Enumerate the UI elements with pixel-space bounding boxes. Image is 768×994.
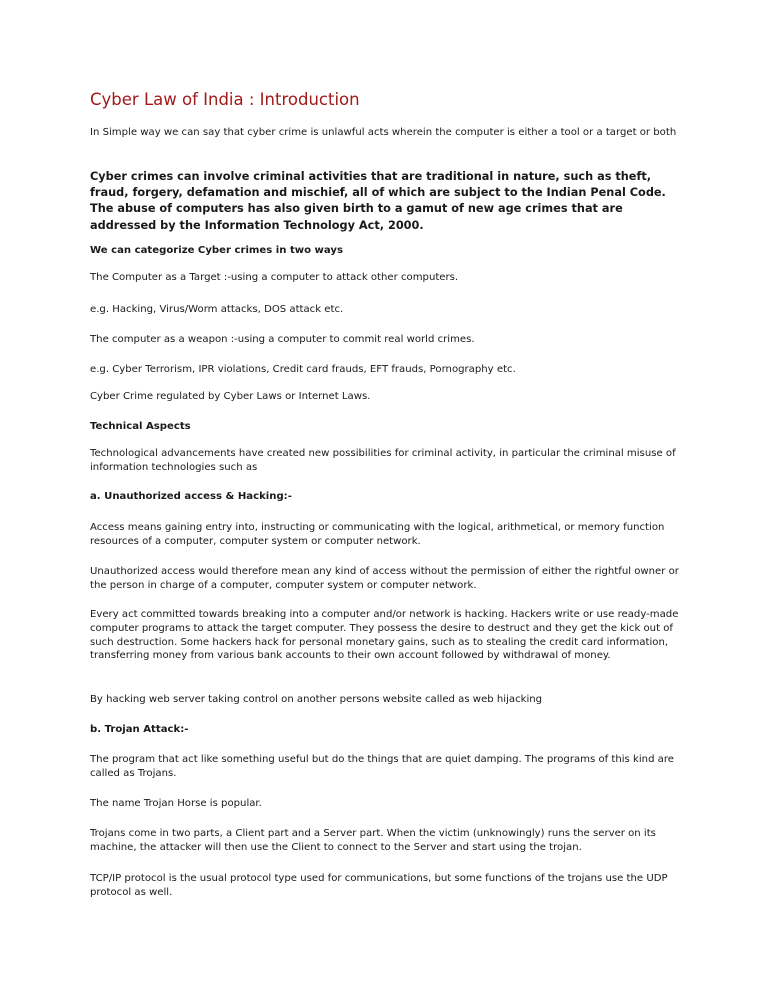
computer-as-weapon: The computer as a weapon :-using a computer to commit real world crimes.: [90, 334, 475, 345]
trojan-horse-paragraph: The name Trojan Horse is popular.: [90, 798, 262, 809]
cyber-crimes-paragraph: Cyber crimes can involve criminal activities that are traditional in nature, such as theft, fraud, forgery, defamation and mischief, all of which are subject to the Indian Penal Code. The abuse of computers has also given birth to a gamut of new age crimes that are addressed by the Information Technology Act, 2000.: [90, 170, 666, 232]
unauthorized-access-paragraph: Unauthorized access would therefore mean any kind of access without the permission of either the rightful owner or the person in charge of a computer, computer system or computer network.: [90, 566, 679, 591]
access-definition-paragraph: Access means gaining entry into, instructing or communicating with the logical, arithmetical, or memory function resources of a computer, computer system or computer network.: [90, 522, 665, 547]
intro-paragraph: In Simple way we can say that cyber crime is unlawful acts wherein the computer is either a tool or a target or both: [90, 127, 677, 138]
web-hijacking-paragraph: By hacking web server taking control on another persons website called as web hijacking: [90, 694, 543, 705]
unauthorized-access-heading: a. Unauthorized access & Hacking:-: [90, 491, 292, 502]
computer-as-target: The Computer as a Target :-using a computer to attack other computers.: [90, 272, 459, 283]
target-examples: e.g. Hacking, Virus/Worm attacks, DOS attack etc.: [90, 304, 344, 315]
page-title: Cyber Law of India : Introduction: [90, 90, 360, 109]
hacking-paragraph: Every act committed towards breaking into a computer and/or network is hacking. Hackers write or use ready-made computer programs to attack the target computer. They possess the desire to destruct and they get the kick out of such destruction. Some hackers hack for personal monetary gains, such as to stealing the credit card information, transferring money from various bank accounts to their own account followed by withdrawal of money.: [90, 609, 679, 662]
trojan-parts-paragraph: Trojans come in two parts, a Client part and a Server part. When the victim (unknowingly) runs the server on its machine, the attacker will then use the Client to connect to the Server and start using the trojan.: [90, 828, 656, 853]
trojan-attack-heading: b. Trojan Attack:-: [90, 724, 189, 735]
technological-advancements-paragraph: Technological advancements have created new possibilities for criminal activity, in particular the criminal misuse of information technologies such as: [90, 448, 676, 473]
regulation-paragraph: Cyber Crime regulated by Cyber Laws or Internet Laws.: [90, 391, 371, 402]
technical-aspects-heading: Technical Aspects: [90, 421, 191, 432]
categorize-heading: We can categorize Cyber crimes in two ways: [90, 245, 343, 256]
tcp-ip-paragraph: TCP/IP protocol is the usual protocol type used for communications, but some functions of the trojans use the UDP protocol as well.: [90, 873, 668, 898]
trojan-definition-paragraph: The program that act like something useful but do the things that are quiet damping. The programs of this kind are called as Trojans.: [90, 754, 675, 779]
weapon-examples: e.g. Cyber Terrorism, IPR violations, Credit card frauds, EFT frauds, Pornography etc.: [90, 364, 516, 375]
